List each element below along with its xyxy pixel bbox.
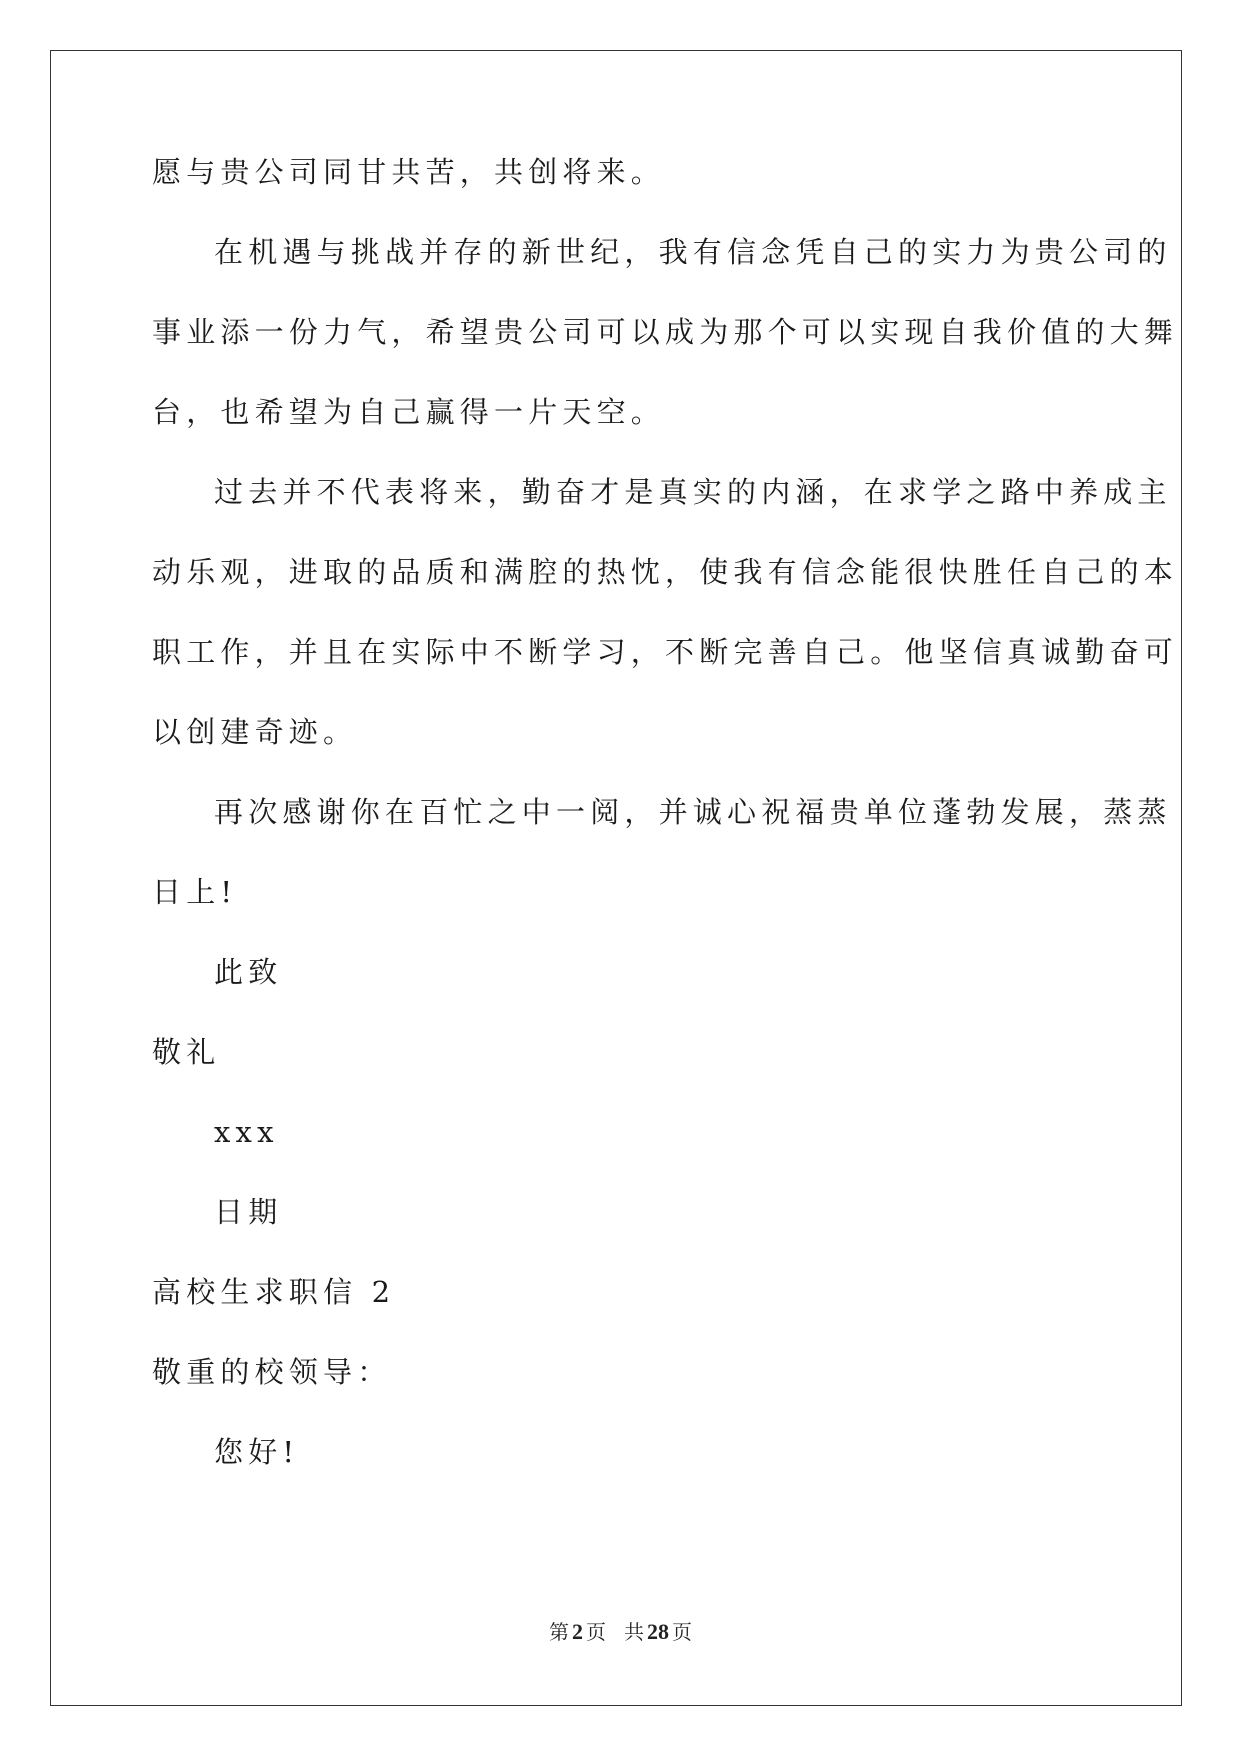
text-line-3: 事业添一份力气，希望贵公司可以成为那个可以实现自我价值的大舞 (152, 315, 1179, 349)
footer-page-suffix: 页 (586, 1620, 606, 1644)
text-line-5: 过去并不代表将来，勤奋才是真实的内涵，在求学之路中养成主 (214, 475, 1172, 509)
text-line-10: 日上! (152, 875, 238, 909)
closing-regards: 敬礼 (152, 1035, 221, 1069)
page-footer (0, 1616, 1241, 1645)
footer-total-prefix: 共 (624, 1620, 644, 1644)
signature-name: xxx (214, 1115, 279, 1149)
text-line-8: 以创建奇迹。 (152, 715, 358, 749)
text-line-1: 愿与贵公司同甘共苦，共创将来。 (152, 155, 666, 189)
text-line-4: 台，也希望为自己赢得一片天空。 (152, 395, 666, 429)
footer-total-suffix: 页 (672, 1620, 692, 1644)
text-line-7: 职工作，并且在实际中不断学习，不断完善自己。他坚信真诚勤奋可 (152, 635, 1179, 669)
text-line-9: 再次感谢你在百忙之中一阅，并诚心祝福贵单位蓬勃发展，蒸蒸 (214, 795, 1172, 829)
text-line-2: 在机遇与挑战并存的新世纪，我有信念凭自己的实力为贵公司的 (214, 235, 1172, 269)
footer-page-number: 2 (572, 1619, 583, 1644)
section-heading: 高校生求职信 2 (152, 1275, 396, 1309)
signature-date: 日期 (214, 1195, 283, 1229)
text-line-6: 动乐观，进取的品质和满腔的热忱，使我有信念能很快胜任自己的本 (152, 555, 1179, 589)
letter-greeting: 敬重的校领导： (152, 1355, 392, 1389)
footer-total-pages: 28 (647, 1619, 669, 1644)
footer-prefix: 第 (549, 1620, 569, 1644)
letter-hello: 您好! (214, 1435, 300, 1469)
closing-salutation: 此致 (214, 955, 283, 989)
